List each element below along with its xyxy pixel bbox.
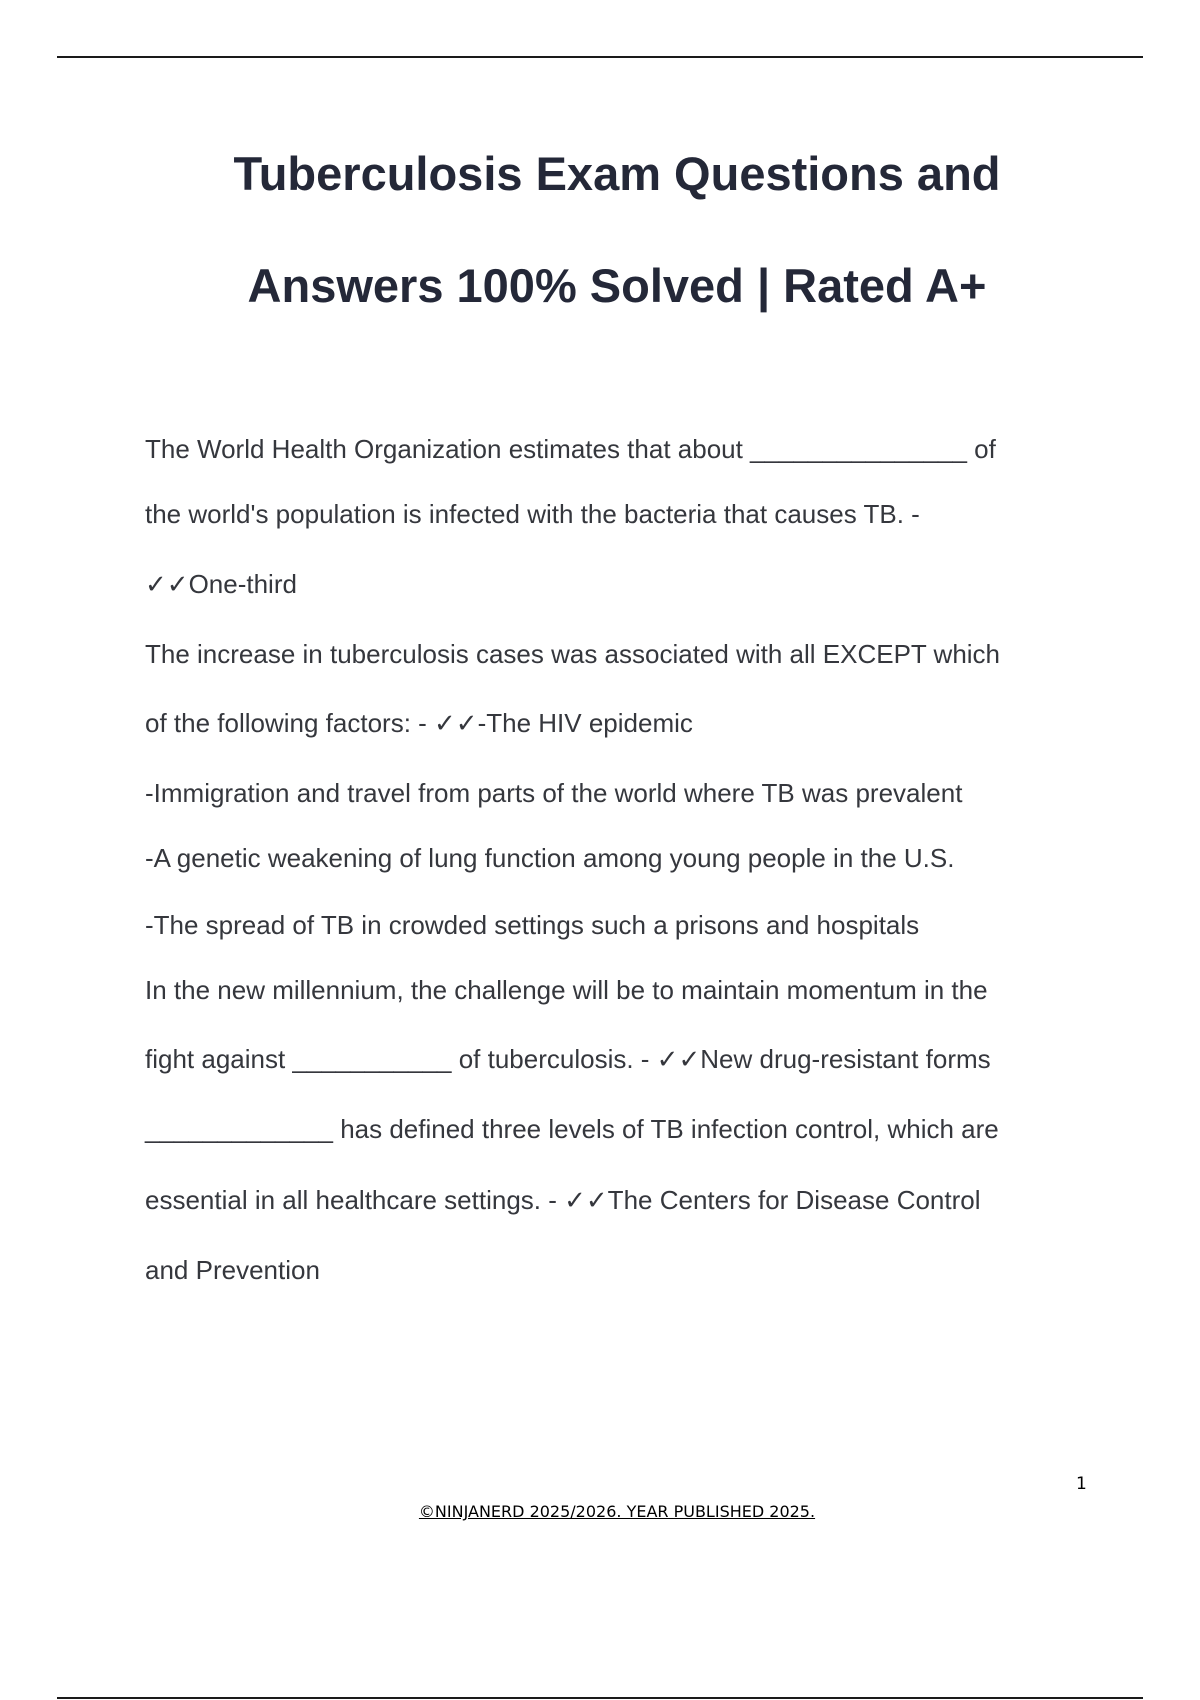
body-line: fight against ___________ of tuberculosis. - ✓✓New drug-resistant forms [145,1044,991,1074]
copyright-footer: ©NINJANERD 2025/2026. YEAR PUBLISHED 2025. [418,1502,816,1521]
body-line: -A genetic weakening of lung function among young people in the U.S. [145,843,955,873]
page-number: 1 [1076,1474,1087,1494]
document-title-line-1: Tuberculosis Exam Questions and [233,147,1001,200]
body-line: The increase in tuberculosis cases was associated with all EXCEPT which [145,639,1001,669]
body-line: The World Health Organization estimates that about _______________ of [145,434,996,464]
body-line: ✓✓One-third [145,569,297,599]
body-line: of the following factors: - ✓✓-The HIV epidemic [145,708,693,738]
document-title-line-2: Answers 100% Solved | Rated A+ [247,259,987,312]
body-line: the world's population is infected with the bacteria that causes TB. - [145,499,920,529]
body-line: _____________ has defined three levels of TB infection control, which are [145,1114,999,1144]
bottom-rule [57,1697,1143,1699]
body-line: -Immigration and travel from parts of the world where TB was prevalent [145,778,963,808]
body-line: In the new millennium, the challenge will be to maintain momentum in the [145,975,988,1005]
top-rule [57,56,1143,58]
body-line: essential in all healthcare settings. - ✓✓The Centers for Disease Control [145,1185,981,1215]
body-line: and Prevention [145,1255,320,1285]
body-line: -The spread of TB in crowded settings such a prisons and hospitals [145,910,920,940]
